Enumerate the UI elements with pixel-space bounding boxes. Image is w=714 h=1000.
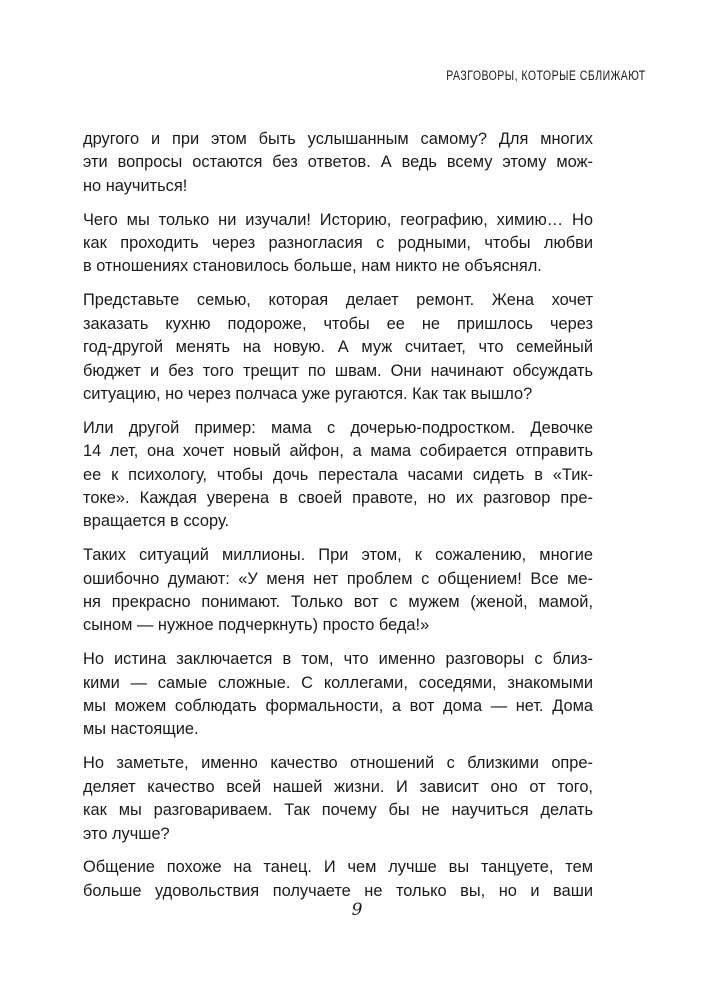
text-line: как мы разговариваем. Так почему бы не научиться делать [83,801,593,820]
text-line: в отношениях становилось больше, нам никто не объяснял. [83,257,542,276]
text-line: Чего мы только ни изучали! Историю, географию, химию… Но [83,210,593,229]
text-line: год-другой менять на новую. А муж считает, что семейный [83,338,593,357]
text-line: это лучше? [83,824,170,843]
paragraph [83,128,593,198]
text-line: Но истина заключается в том, что именно разговоры с близ- [83,650,593,669]
text-line: мы настоящие. [83,720,199,739]
text-line: ошибочно думают: «У меня нет проблем с общением! Все ме- [83,569,593,588]
text-line: кими — самые сложные. С коллегами, соседями, знакомыми [83,673,593,692]
body-text [83,128,593,914]
paragraph [83,544,593,638]
text-line: ее к психологу, чтобы дочь перестала часами сидеть в «Тик- [83,465,593,484]
text-line: Представьте семью, которая делает ремонт. Жена хочет [83,291,593,310]
text-line: эти вопросы остаются без ответов. А ведь всему этому мож- [83,153,593,172]
text-line: вращается в ссору. [83,512,230,531]
text-line: бюджет и без того трещит по швам. Они начинают обсуждать [83,361,593,380]
text-line: токе». Каждая уверена в своей правоте, но их разговор пре- [83,488,593,507]
paragraph [83,289,593,406]
text-line: Таких ситуаций миллионы. При этом, к сожалению, многие [83,546,593,565]
text-line: ня прекрасно понимают. Только вот с мужем (женой, мамой, [83,593,593,612]
text-line: 14 лет, она хочет новый айфон, а мама собирается отправить [83,442,593,461]
paragraph [83,417,593,534]
text-line: Но заметьте, именно качество отношений с близкими опре- [83,754,593,773]
text-line: Общение похоже на танец. И чем лучше вы танцуете, тем [83,858,593,877]
text-line: ситуацию, но через полчаса уже ругаются. Как так вышло? [83,384,533,403]
text-line: заказать кухню подороже, чтобы ее не пришлось через [83,314,593,333]
text-line: деляет качество всей нашей жизни. И зависит оно от того, [83,777,593,796]
paragraph [83,856,593,903]
running-header: РАЗГОВОРЫ, КОТОРЫЕ СБЛИЖАЮТ [446,68,646,83]
text-line: Или другой пример: мама с дочерью-подростком. Девочке [83,418,593,437]
paragraph [83,648,593,742]
paragraph [83,209,593,279]
text-line: но научиться! [83,176,188,195]
page-number: 9 [351,900,363,920]
text-line: мы можем соблюдать формальности, а вот дома — нет. Дома [83,697,593,716]
text-line: как проходить через разногласия с родными, чтобы любви [83,234,593,253]
paragraph [83,752,593,846]
text-line: сыном — нужное подчеркнуть) просто беда!» [83,616,430,635]
text-line: больше удовольствия получаете не только вы, но и ваши [83,881,593,900]
text-line: другого и при этом быть услышанным самому? Для многих [83,130,593,148]
